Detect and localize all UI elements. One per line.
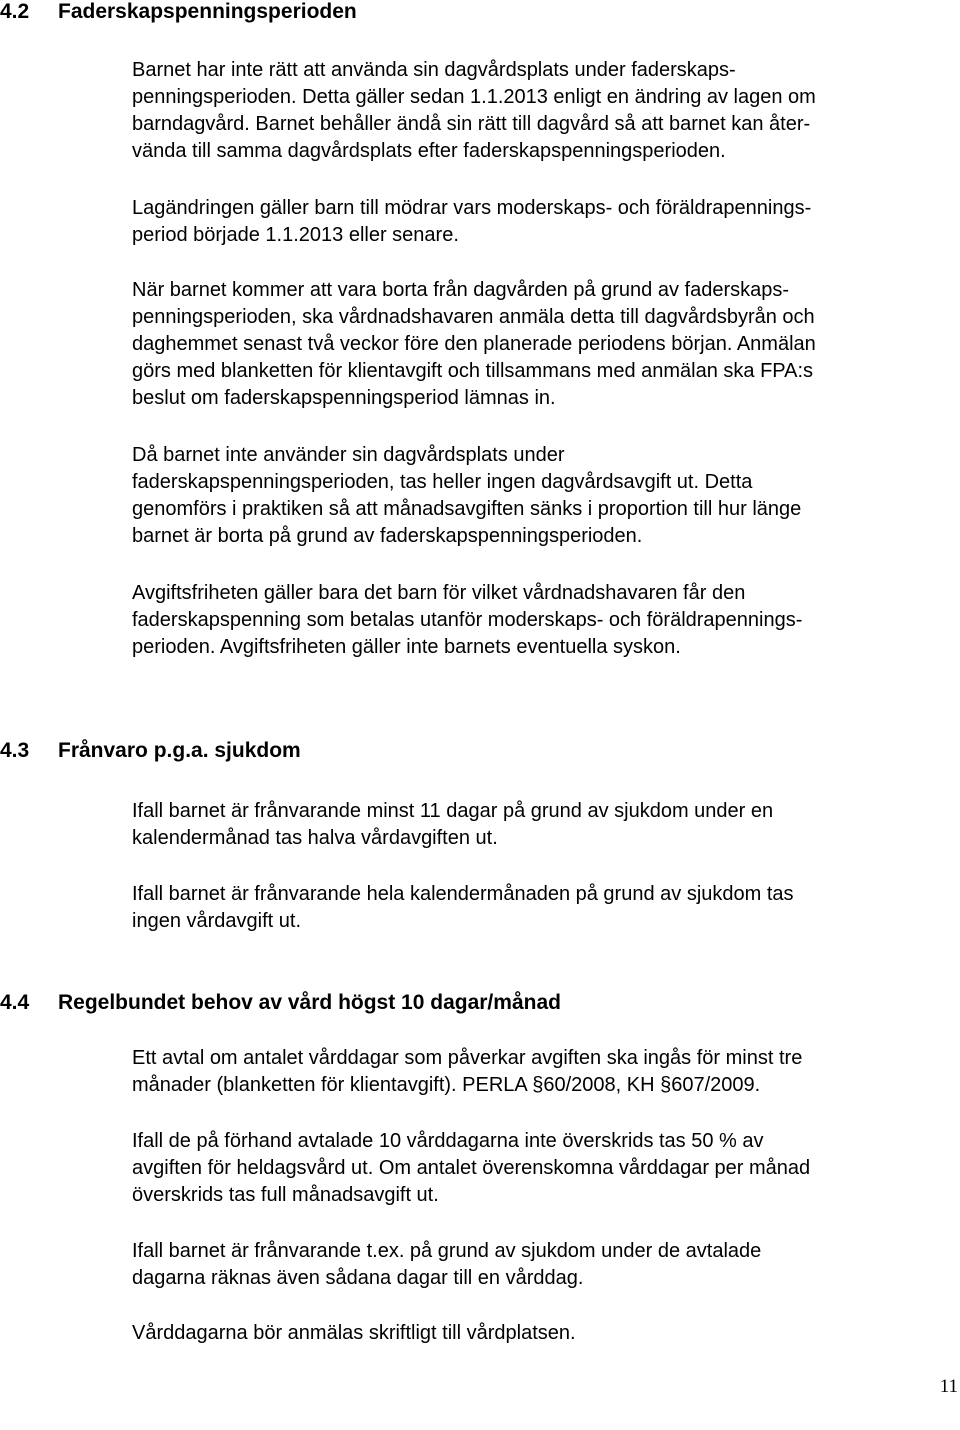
paragraph (132, 277, 960, 412)
text-line: Ifall de på förhand avtalade 10 vårddagarna inte överskrids tas 50 % av (132, 1130, 764, 1152)
text-line: Avgiftsfriheten gäller bara det barn för vilket vårdnadshavaren får den (132, 582, 746, 604)
text-line: genomförs i praktiken så att månadsavgiften sänks i proportion till hur länge (132, 498, 802, 520)
text-line: dagarna räknas även sådana dagar till en vårddag. (132, 1267, 584, 1289)
text-line: Barnet har inte rätt att använda sin dagvårdsplats under faderskaps- (132, 59, 736, 81)
text-line: vända till samma dagvårdsplats efter faderskapspenningsperioden. (132, 140, 726, 162)
text-line: period började 1.1.2013 eller senare. (132, 224, 459, 246)
text-line: Ifall barnet är frånvarande hela kalendermånaden på grund av sjukdom tas (132, 883, 794, 905)
paragraph (132, 1320, 960, 1347)
text-line: daghemmet senast två veckor före den planerade periodens början. Anmälan (132, 333, 816, 355)
section-number: 4.4 (0, 991, 30, 1014)
paragraph (132, 1045, 960, 1099)
text-line: kalendermånad tas halva vårdavgiften ut. (132, 827, 498, 849)
paragraph (132, 195, 960, 249)
section-title: Faderskapspenningsperioden (58, 0, 357, 23)
text-line: Ifall barnet är frånvarande minst 11 dagar på grund av sjukdom under en (132, 800, 774, 822)
section-heading-4-3 (0, 739, 301, 763)
section-title: Frånvaro p.g.a. sjukdom (58, 739, 301, 762)
text-line: penningsperioden, ska vårdnadshavaren anmäla detta till dagvårdsbyrån och (132, 306, 815, 328)
section-heading-4-4 (0, 991, 561, 1015)
section-heading-4-2 (0, 0, 357, 24)
paragraph (132, 881, 960, 935)
text-line: barnet är borta på grund av faderskapspenningsperioden. (132, 525, 643, 547)
text-line: beslut om faderskapspenningsperiod lämnas in. (132, 387, 556, 409)
text-line: barndagvård. Barnet behåller ändå sin rätt till dagvård så att barnet kan åter- (132, 113, 811, 135)
page-number: 11 (939, 1376, 958, 1397)
paragraph (132, 580, 960, 661)
paragraph (132, 798, 960, 852)
text-line: avgiften för heldagsvård ut. Om antalet överenskomna vårddagar per månad (132, 1157, 811, 1179)
text-line: När barnet kommer att vara borta från dagvården på grund av faderskaps- (132, 279, 790, 301)
section-number: 4.3 (0, 739, 30, 762)
section-number: 4.2 (0, 0, 30, 23)
text-line: Ett avtal om antalet vårddagar som påverkar avgiften ska ingås för minst tre (132, 1047, 803, 1069)
text-line: görs med blanketten för klientavgift och tillsammans med anmälan ska FPA:s (132, 360, 814, 382)
text-line: Lagändringen gäller barn till mödrar vars moderskaps- och föräldrapennings- (132, 197, 812, 219)
text-line: perioden. Avgiftsfriheten gäller inte barnets eventuella syskon. (132, 636, 681, 658)
text-line: månader (blanketten för klientavgift). PERLA §60/2008, KH §607/2009. (132, 1074, 761, 1096)
text-line: faderskapspenningsperioden, tas heller ingen dagvårdsavgift ut. Detta (132, 471, 753, 493)
paragraph (132, 1128, 960, 1209)
paragraph (132, 57, 960, 165)
text-line: penningsperioden. Detta gäller sedan 1.1.2013 enligt en ändring av lagen om (132, 86, 816, 108)
text-line: överskrids tas full månadsavgift ut. (132, 1184, 439, 1206)
text-line: ingen vårdavgift ut. (132, 910, 301, 932)
text-line: Ifall barnet är frånvarande t.ex. på grund av sjukdom under de avtalade (132, 1240, 762, 1262)
text-line: Då barnet inte använder sin dagvårdsplats under (132, 444, 565, 466)
text-line: Vårddagarna bör anmälas skriftligt till vårdplatsen. (132, 1322, 576, 1344)
paragraph (132, 442, 960, 550)
section-title: Regelbundet behov av vård högst 10 dagar/månad (58, 991, 561, 1014)
paragraph (132, 1238, 960, 1292)
text-line: faderskapspenning som betalas utanför moderskaps- och föräldrapennings- (132, 609, 803, 631)
